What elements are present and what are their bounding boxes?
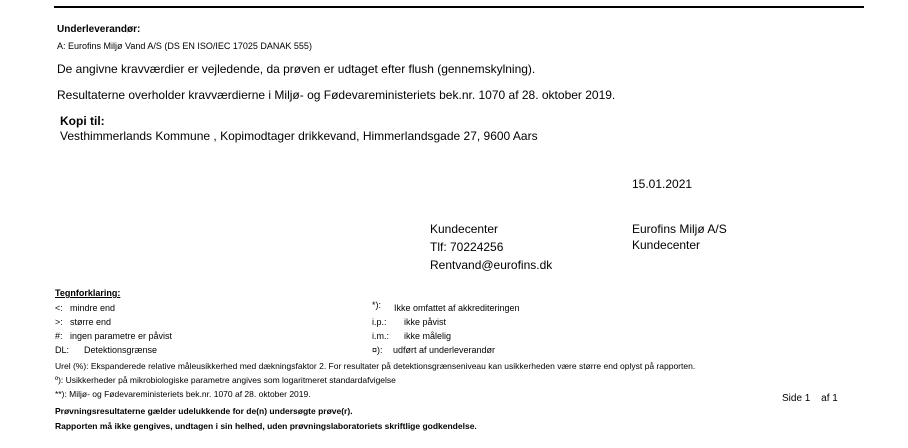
- disclaimer-results: Prøvningsresultaterne gælder udelukkende for de(n) undersøgte prøve(r).: [55, 406, 353, 416]
- subcontractor-heading: Underleverandør:: [57, 24, 141, 35]
- contact-phone: Tlf: 70224256: [430, 240, 504, 254]
- legend-right-sym-0: *):: [372, 300, 381, 310]
- footnote-regulation: **): Miljø- og Fødevareministeriets bek.nr. 1070 af 28. oktober 2019.: [55, 389, 311, 399]
- page-number: [782, 393, 838, 404]
- legend-left-text-3: Detektionsgrænse: [84, 345, 158, 355]
- note-flush: De angivne kravværdier er vejledende, da prøven er udtaget efter flush (gennemskylning).: [57, 62, 536, 76]
- copy-recipient: Vesthimmerlands Kommune , Kopimodtager drikkevand, Himmerlandsgade 27, 9600 Aars: [60, 129, 538, 143]
- legend-left-text-1: større end: [70, 317, 112, 327]
- page-label: Side: [782, 393, 803, 404]
- subcontractor-line: A: Eurofins Miljø Vand A/S (DS EN ISO/IEC 17025 DANAK 555): [57, 41, 312, 51]
- company-name: Eurofins Miljø A/S: [632, 222, 727, 236]
- copy-heading: Kopi til:: [60, 114, 105, 128]
- legend-right-text-2: ikke målelig: [404, 331, 452, 341]
- legend-left-text-0: mindre end: [70, 303, 116, 313]
- legend-title: Tegnforklaring:: [55, 288, 121, 298]
- report-date: 15.01.2021: [632, 177, 693, 191]
- page-current: 1: [804, 393, 811, 404]
- page-total: 1: [832, 393, 838, 404]
- note-compliance: Resultaterne overholder kravværdierne i Miljø- og Fødevareministeriets bek.nr. 1070 af 28. oktober 2019.: [57, 88, 616, 102]
- legend-right-text-3: udført af underleverandør: [393, 345, 496, 355]
- footnote-urel: Urel (%): Ekspanderede relative måleusikkerhed med dækningsfaktor 2. For resultater på detektionsgrænseniveau kan usikkerheden være større end oplyst på rapporten.: [55, 361, 696, 371]
- contact-dept: Kundecenter: [430, 222, 499, 236]
- legend-right-sym-2: i.m.:: [372, 331, 389, 341]
- top-rule: [54, 6, 864, 8]
- legend-left-sym-3: DL:: [55, 345, 70, 355]
- legend-right-sym-1: i.p.:: [372, 317, 387, 327]
- legend-right-sym-3: ¤):: [372, 345, 383, 355]
- legend-right-text-0: Ikke omfattet af akkrediteringen: [394, 303, 520, 313]
- page-of-label: af: [821, 393, 830, 404]
- legend-left-sym-1: >:: [55, 317, 63, 327]
- company-dept: Kundecenter: [632, 238, 701, 252]
- contact-email[interactable]: Rentvand@eurofins.dk: [430, 258, 553, 272]
- legend-left-sym-0: <:: [55, 303, 63, 313]
- legend-right-text-1: ikke påvist: [404, 317, 447, 327]
- disclaimer-reproduction: Rapporten må ikke gengives, undtagen i sin helhed, uden prøvningslaboratoriets skriftlige godkendelse.: [55, 421, 477, 431]
- legend-left-sym-2: #:: [55, 331, 63, 341]
- footnote-micro: º): Usikkerheder på mikrobiologiske parametre angives som logaritmeret standardafvigelse: [55, 375, 396, 385]
- legend-left-text-2: ingen parametre er påvist: [70, 331, 173, 341]
